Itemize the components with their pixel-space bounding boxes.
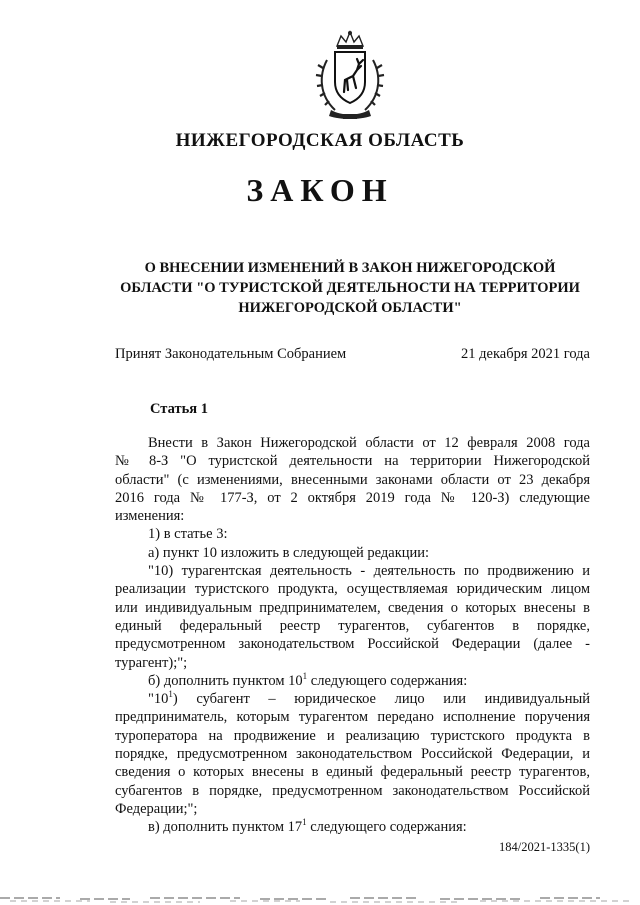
law-title: [100, 258, 600, 318]
body-line: или индивидуальным предпринимателем, сведения о которых внесены в: [115, 599, 590, 616]
body-line: [115, 818, 590, 836]
body-line: а) пункт 10 изложить в следующей редакции:: [148, 544, 430, 561]
body-line: 1) в статье 3:: [148, 526, 228, 543]
text-run: следующего содержания:: [306, 819, 467, 836]
superscript: 1: [302, 817, 307, 828]
text-run: ) субагент – юридическое лицо или индивидуальный: [172, 691, 590, 708]
article-body: [115, 434, 590, 837]
document-number: 184/2021-1335(1): [499, 840, 590, 854]
superscript: 1: [168, 689, 173, 700]
body-line: предприниматель, которым турагентом передано исполнение поручения: [115, 709, 590, 726]
text-run: следующего содержания:: [307, 672, 468, 689]
body-line: № 8-З "О туристской деятельности на территории Нижегородской: [115, 453, 590, 470]
body-line: турагент);";: [115, 654, 188, 671]
article-heading: Статья 1: [150, 401, 208, 417]
coat-of-arms-icon: [313, 30, 387, 120]
text-run: "10: [148, 691, 169, 708]
body-line: [115, 690, 590, 708]
body-line: реализации туристского продукта, осуществляемая юридическим лицом: [115, 581, 590, 598]
body-line: [115, 672, 590, 690]
scan-artifact-lines: [0, 880, 640, 905]
body-line: изменения:: [115, 508, 185, 525]
text-run: б) дополнить пунктом 10: [148, 672, 303, 689]
superscript: 1: [302, 671, 308, 682]
region-heading: НИЖЕГОРОДСКАЯ ОБЛАСТЬ: [175, 130, 465, 151]
adoption-label: Принят Законодательным Собранием: [115, 346, 347, 362]
law-title-line: НИЖЕГОРОДСКОЙ ОБЛАСТИ": [238, 300, 462, 316]
body-line: Внести в Закон Нижегородской области от 12 февраля 2008 года: [148, 435, 590, 451]
document-type-heading: ЗАКОН: [246, 172, 394, 208]
body-line: субагентов в порядке, предусмотренном законодательством Российской: [115, 782, 590, 799]
body-line: "10) турагентская деятельность - деятельность по продвижению и: [148, 563, 590, 580]
body-line: Федерации;";: [115, 800, 198, 817]
body-line: туроператора на продвижение и реализацию туристского продукта в: [115, 727, 590, 744]
body-line: области" (с изменениями, внесенными законами области от 23 декабря: [115, 471, 590, 488]
body-line: сведения о которых внесены в единый федеральный реестр турагентов,: [115, 764, 590, 781]
body-line: единый федеральный реестр турагентов, субагентов в порядке,: [115, 617, 590, 634]
body-line: предусмотренном законодательством Российской Федерации (далее -: [115, 636, 590, 653]
law-title-line: О ВНЕСЕНИИ ИЗМЕНЕНИЙ В ЗАКОН НИЖЕГОРОДСКОЙ: [144, 260, 556, 276]
text-run: в) дополнить пунктом 17: [148, 819, 303, 836]
law-title-line: ОБЛАСТИ "О ТУРИСТСКОЙ ДЕЯТЕЛЬНОСТИ НА ТЕРРИТОРИИ: [120, 280, 580, 296]
body-line: 2016 года № 177-З, от 2 октября 2019 года № 120-З) следующие: [115, 489, 590, 506]
adoption-date: 21 декабря 2021 года: [461, 346, 590, 362]
body-line: порядке, предусмотренном законодательством Российской Федерации, и: [115, 746, 590, 763]
